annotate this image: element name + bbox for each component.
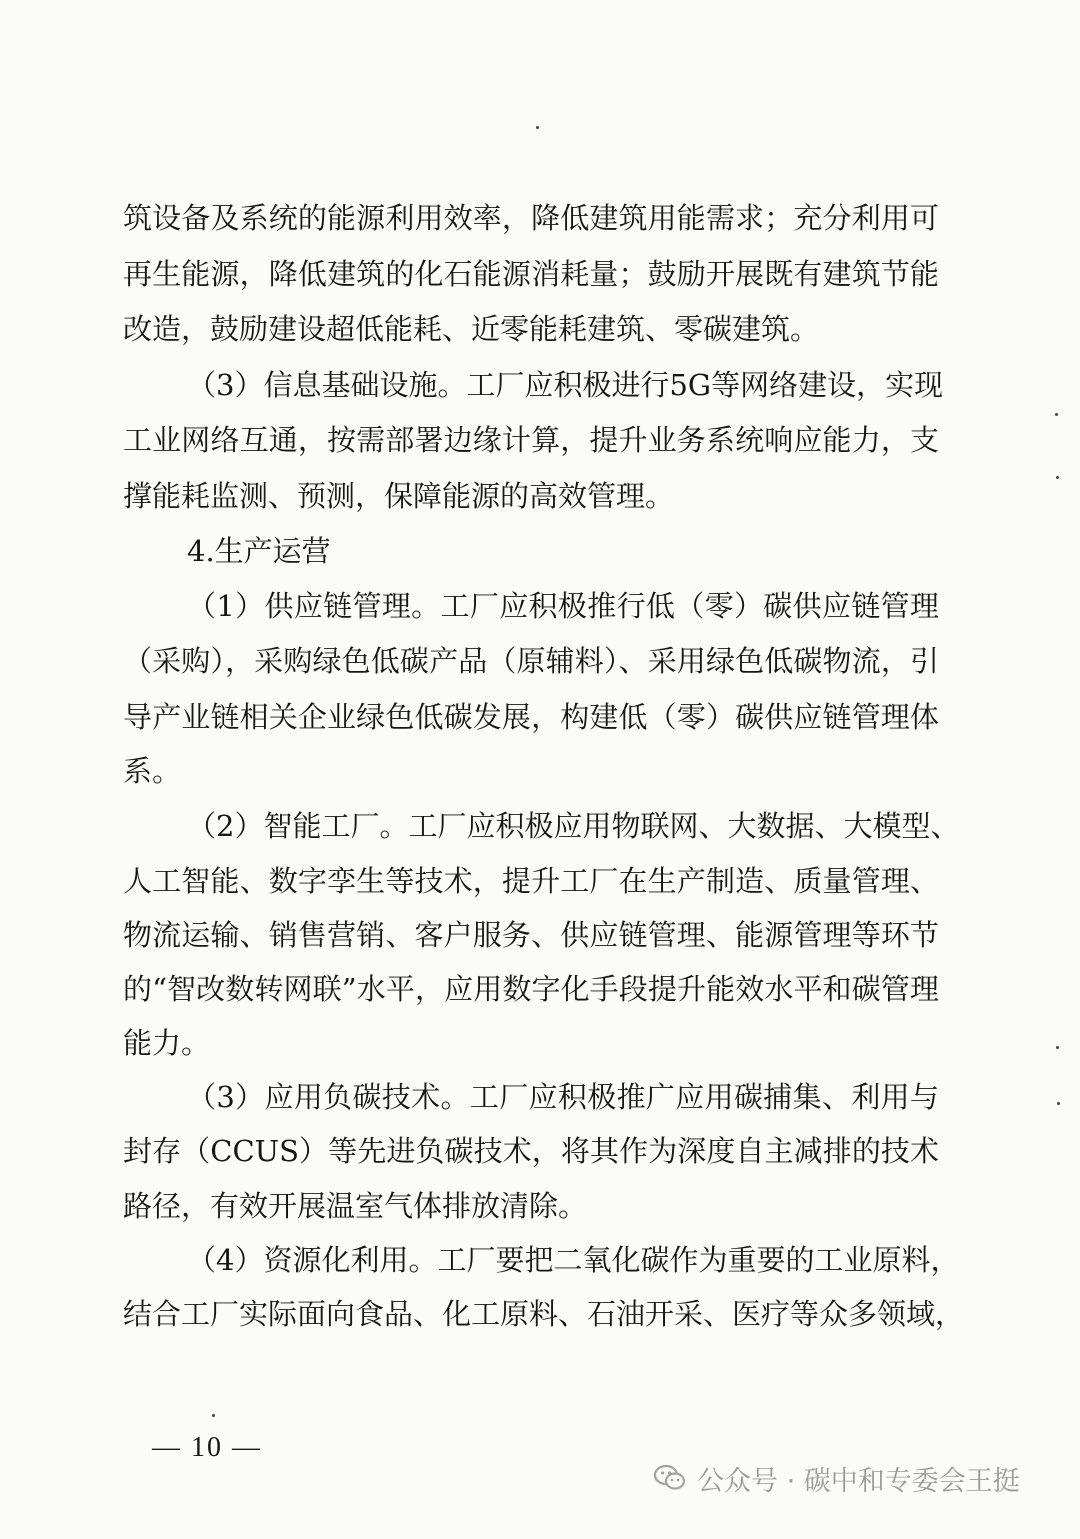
text-line: 能力。 (123, 1026, 211, 1060)
scan-speck (1056, 476, 1059, 479)
paragraph-start: （1）供应链管理。工厂应积极推行低（零）碳供应链管理 (187, 589, 939, 623)
watermark (653, 1458, 1020, 1498)
text-line: 系。 (123, 754, 182, 788)
text-line: 封存（CCUS）等先进负碳技术，将其作为深度自主减排的技术 (123, 1134, 939, 1168)
paragraph-start: （3）应用负碳技术。工厂应积极推广应用碳捕集、利用与 (187, 1080, 939, 1114)
scan-speck (536, 126, 539, 129)
wechat-icon (653, 1461, 687, 1495)
scan-speck (1055, 413, 1058, 416)
watermark-text: 公众号 · 碳中和专委会王挺 (697, 1465, 1020, 1497)
text-line: 的“智改数转网联”水平，应用数字化手段提升能效水平和碳管理 (123, 972, 939, 1006)
section-heading: 4.生产运营 (187, 534, 331, 568)
text-line: 人工智能、数字孪生等技术，提升工厂在生产制造、质量管理、 (123, 864, 939, 898)
scan-speck (1056, 1046, 1059, 1049)
scan-speck (212, 1414, 215, 1417)
text-line: 再生能源，降低建筑的化石能源消耗量；鼓励开展既有建筑节能 (123, 257, 939, 291)
paragraph-start: （4）资源化利用。工厂要把二氧化碳作为重要的工业原料， (187, 1243, 960, 1277)
text-line: 导产业链相关企业绿色低碳发展，构建低（零）碳供应链管理体 (123, 700, 939, 734)
scan-speck (1057, 1102, 1060, 1105)
paragraph-start: （3）信息基础设施。工厂应积极进行5G等网络建设，实现 (187, 368, 944, 402)
text-line: 撑能耗监测、预测，保障能源的高效管理。 (123, 479, 675, 513)
text-line: 路径，有效开展温室气体排放清除。 (123, 1189, 588, 1223)
text-line: 筑设备及系统的能源利用效率，降低建筑用能需求；充分利用可 (123, 201, 939, 235)
text-line: 工业网络互通，按需部署边缘计算，提升业务系统响应能力，支 (123, 423, 939, 457)
paragraph-start: （2）智能工厂。工厂应积极应用物联网、大数据、大模型、 (187, 809, 960, 843)
text-line: 结合工厂实际面向食品、化工原料、石油开采、医疗等众多领域， (123, 1297, 965, 1331)
text-line: 改造，鼓励建设超低能耗、近零能耗建筑、零碳建筑。 (123, 312, 820, 346)
text-line: （采购），采购绿色低碳产品（原辅料）、采用绿色低碳物流，引 (123, 644, 939, 678)
text-line: 物流运输、销售营销、客户服务、供应链管理、能源管理等环节 (123, 918, 939, 952)
page-number: — 10 — (152, 1432, 262, 1463)
